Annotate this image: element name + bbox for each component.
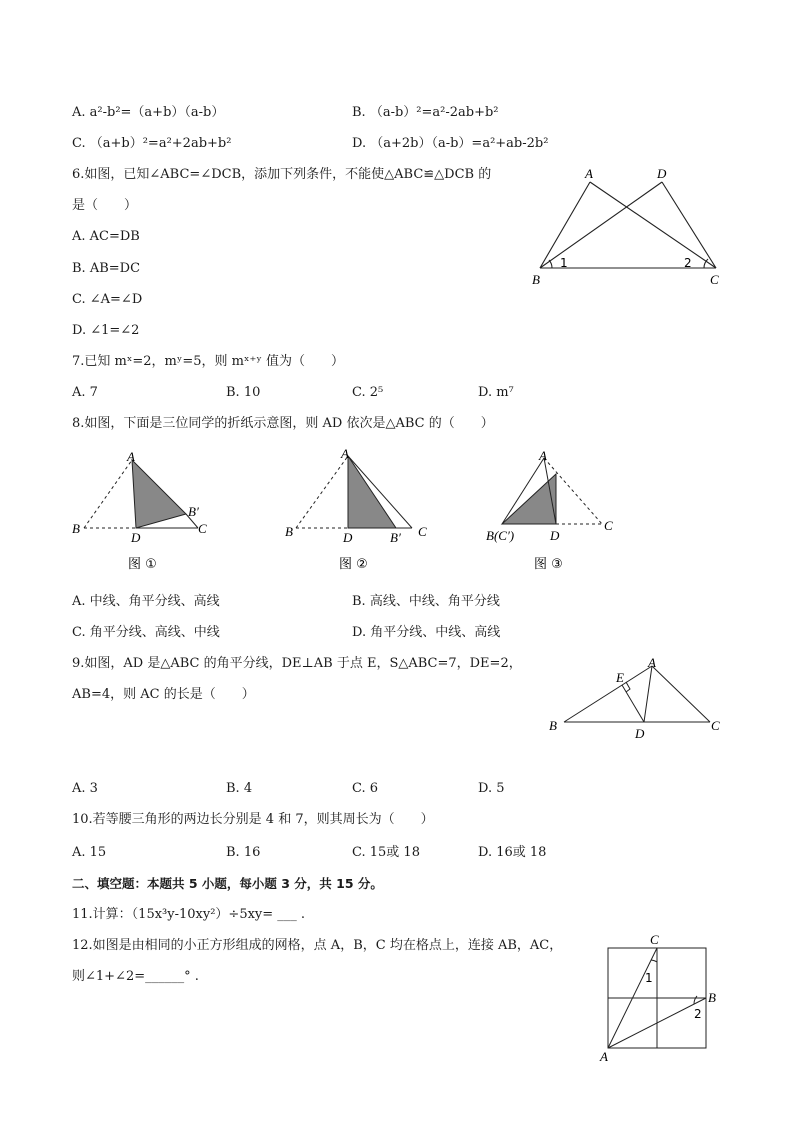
q9-stem-line2: AB=4，则 AC 的长是（ ） xyxy=(72,687,255,702)
q11-stem: 11.计算：（15x³y-10xy²）÷5xy= ___ . xyxy=(72,907,306,922)
q9-label-d: D xyxy=(635,726,645,741)
q12-label-c: C xyxy=(650,932,659,947)
q9-option-d: D. 5 xyxy=(478,781,505,796)
fig2-label-b: B xyxy=(285,524,293,539)
q6-stem-line2: 是（ ） xyxy=(72,198,138,213)
q9-label-e: E xyxy=(616,670,624,685)
q12-angle-2: 2 xyxy=(694,1007,702,1021)
q5-option-a: A. a²-b²=（a+b）（a-b） xyxy=(72,105,225,120)
fig3-label-d: D xyxy=(550,528,560,543)
fig2-caption: 图 ② xyxy=(339,557,368,572)
q6-option-c: C. ∠A=∠D xyxy=(72,292,143,307)
fig3-label-c: C xyxy=(604,518,613,533)
q8-figure-2 xyxy=(282,448,437,578)
q7-option-c: C. 2⁵ xyxy=(352,385,384,400)
fig3-label-bc: B(C′) xyxy=(486,528,515,543)
q8-option-b: B. 高线、中线、角平分线 xyxy=(352,594,500,609)
fig1-caption: 图 ① xyxy=(128,557,157,572)
q6-label-d: D xyxy=(657,166,667,181)
q12-label-a: A xyxy=(600,1049,608,1064)
section2-title: 二、填空题：本题共 5 小题，每小题 3 分，共 15 分。 xyxy=(72,876,383,891)
q8-option-d: D. 角平分线、中线、高线 xyxy=(352,625,501,640)
q5-option-c: C. （a+b）²=a²+2ab+b² xyxy=(72,136,232,151)
q9-option-a: A. 3 xyxy=(72,781,98,796)
fig2-label-d: D xyxy=(343,530,353,545)
q7-option-d: D. m⁷ xyxy=(478,385,514,400)
fig2-label-a: A xyxy=(341,448,349,461)
q9-figure xyxy=(540,650,730,745)
q9-option-c: C. 6 xyxy=(352,781,379,796)
fig1-label-d: D xyxy=(131,530,141,545)
fig3-label-a: A xyxy=(539,448,547,463)
q9-stem-line1: 9.如图，AD 是△ABC 的角平分线，DE⊥AB 于点 E，S△ABC=7，DE=2， xyxy=(72,656,522,671)
q12-figure xyxy=(594,930,724,1065)
q6-angle-2: 2 xyxy=(684,256,692,270)
fig2-label-b-prime: B′ xyxy=(390,530,401,545)
fig1-label-c: C xyxy=(198,521,207,536)
fig3-caption: 图 ③ xyxy=(534,557,563,572)
fig1-label-a: A xyxy=(127,449,135,464)
fig1-label-b: B xyxy=(72,521,80,536)
q7-option-a: A. 7 xyxy=(72,385,98,400)
q6-option-b: B. AB=DC xyxy=(72,261,141,276)
q6-label-c: C xyxy=(710,272,719,287)
q6-option-d: D. ∠1=∠2 xyxy=(72,323,140,338)
q7-option-b: B. 10 xyxy=(226,385,261,400)
fig2-label-c: C xyxy=(418,524,427,539)
q10-stem: 10.若等腰三角形的两边长分别是 4 和 7，则其周长为（ ） xyxy=(72,812,434,827)
q12-stem-line1: 12.如图是由相同的小正方形组成的网格，点 A，B，C 均在格点上，连接 AB，AC， xyxy=(72,938,563,953)
q5-option-b: B. （a-b）²=a²-2ab+b² xyxy=(352,105,499,120)
q6-option-a: A. AC=DB xyxy=(72,229,140,244)
q12-label-b: B xyxy=(708,990,716,1005)
q10-option-c: C. 15或 18 xyxy=(352,845,420,860)
q12-stem-line2: 则∠1+∠2=______° . xyxy=(72,969,199,984)
q5-option-d: D. （a+2b）（a-b）=a²+ab-2b² xyxy=(352,136,549,151)
q7-stem: 7.已知 mˣ=2，mʸ=5，则 mˣ⁺ʸ 值为（ ） xyxy=(72,354,344,369)
q9-label-c: C xyxy=(711,718,720,733)
q6-stem-line1: 6.如图，已知∠ABC=∠DCB，添加下列条件，不能使△ABC≌△DCB 的 xyxy=(72,167,492,182)
q9-label-a: A xyxy=(648,655,656,670)
q8-option-c: C. 角平分线、高线、中线 xyxy=(72,625,220,640)
q8-option-a: A. 中线、角平分线、高线 xyxy=(72,594,220,609)
fig1-label-b-prime: B′ xyxy=(188,504,199,519)
q6-label-b: B xyxy=(532,272,540,287)
q10-option-b: B. 16 xyxy=(226,845,261,860)
q6-figure xyxy=(528,164,728,289)
q9-option-b: B. 4 xyxy=(226,781,253,796)
q10-option-a: A. 15 xyxy=(72,845,107,860)
q9-label-b: B xyxy=(549,718,557,733)
q6-label-a: A xyxy=(585,166,593,181)
q6-angle-1: 1 xyxy=(560,256,568,270)
q8-figure-1 xyxy=(68,448,218,578)
q8-stem: 8.如图，下面是三位同学的折纸示意图，则 AD 依次是△ABC 的（ ） xyxy=(72,416,494,431)
q12-angle-1: 1 xyxy=(645,971,653,985)
q8-figure-3 xyxy=(482,448,622,578)
q10-option-d: D. 16或 18 xyxy=(478,845,547,860)
